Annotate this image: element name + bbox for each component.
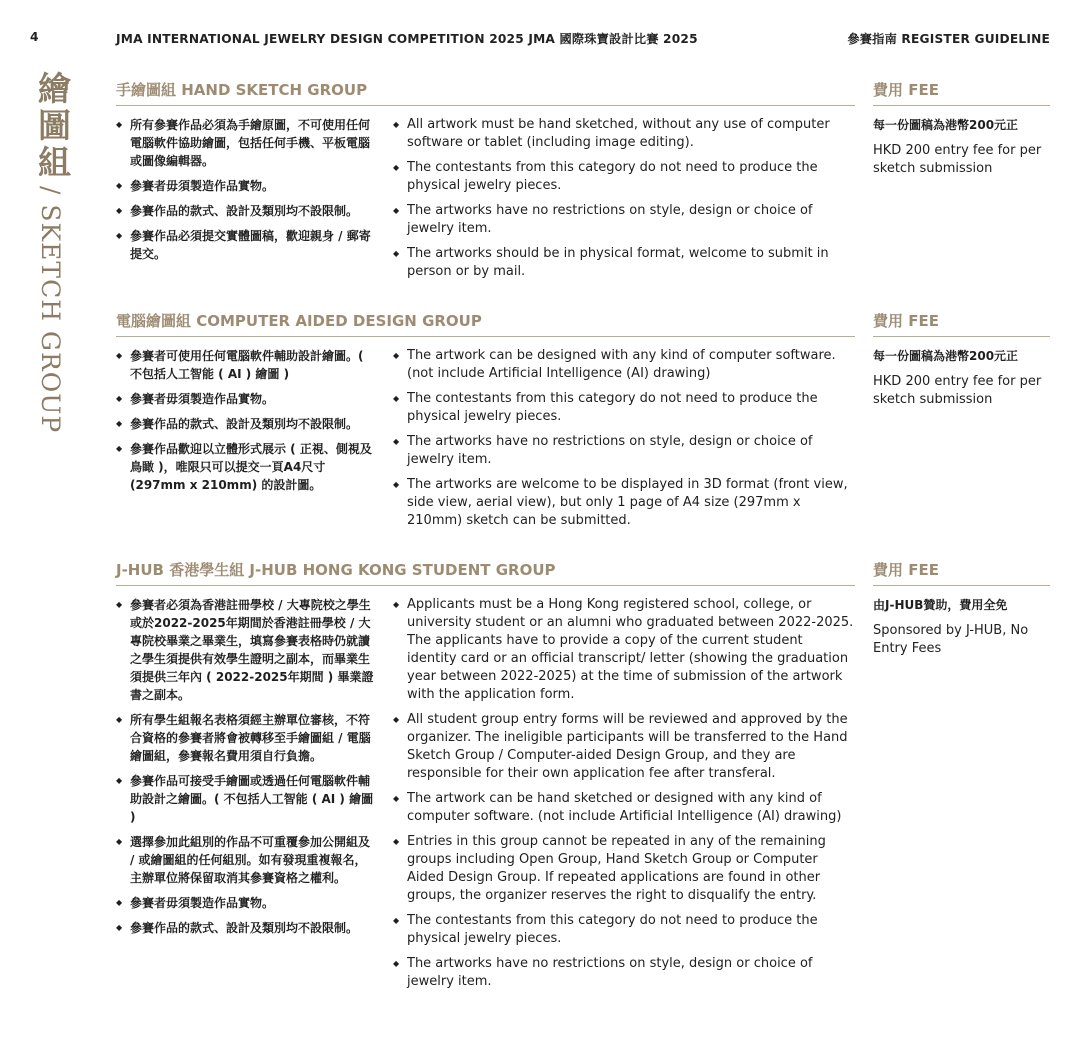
section-divider [116,585,855,586]
list-item: ◆ 參賽者毋須製造作品實物。 [116,894,378,912]
hand-sketch-rules-zh [116,116,378,270]
fee-divider [873,336,1050,337]
list-item: ◆ 參賽作品可接受手繪圖或透過任何電腦軟件輔助設計之繪圖。( 不包括人工智能 ( AI ) 繪圖 ) [116,772,378,826]
list-item: ◆ The artworks should be in physical format, welcome to submit in person or by mail. [393,245,855,281]
fee-title-cad: 費用 FEE [873,312,939,330]
section-title-cad: 電腦繪圖組 COMPUTER AIDED DESIGN GROUP [116,312,482,330]
jhub-fee [873,596,1050,658]
list-item: ◆ The contestants from this category do not need to produce the physical jewelry pieces. [393,390,855,426]
list-item: ◆ The artworks have no restrictions on style, design or choice of jewelry item. [393,955,855,991]
list-item: ◆ The artworks have no restrictions on style, design or choice of jewelry item. [393,433,855,469]
list-item: ◆ All student group entry forms will be reviewed and approved by the organizer. The ineligible participants will be transferred to the Hand Sketch Group / Computer-aided Design Group, and they are responsible for their own application fee after transferal. [393,711,855,783]
list-item: ◆ 參賽者必須為香港註冊學校 / 大專院校之學生或於2022-2025年期間於香港註冊學校 / 大專院校畢業之畢業生，填寫參賽表格時仍就讀之學生須提供有效學生證明之副本，而畢業生須提供三年內 ( 2022-2025年期間 ) 畢業證書之副本。 [116,596,378,704]
fee-en: Sponsored by J-HUB, No Entry Fees [873,623,1029,656]
list-item: ◆ 所有參賽作品必須為手繪原圖，不可使用任何電腦軟件協助繪圖，包括任何手機、平板電腦或圖像編輯器。 [116,116,378,170]
jhub-rules-zh [116,596,378,944]
fee-title-hand-sketch: 費用 FEE [873,81,939,99]
document-title: JMA INTERNATIONAL JEWELRY DESIGN COMPETITION 2025 JMA 國際珠寶設計比賽 2025 [116,32,698,46]
hand-sketch-rules-en [393,116,855,288]
fee-title-jhub: 費用 FEE [873,561,939,579]
fee-divider [873,105,1050,106]
hand-sketch-fee [873,116,1050,178]
fee-divider [873,585,1050,586]
jhub-rules-en [393,596,855,998]
list-item: ◆ The artworks have no restrictions on style, design or choice of jewelry item. [393,202,855,238]
list-item: ◆ 參賽者毋須製造作品實物。 [116,390,378,408]
fee-zh: 每一份圖稿為港幣200元正 [873,349,1019,363]
list-item: ◆ The artworks are welcome to be displayed in 3D format (front view, side view, aerial view), but only 1 page of A4 size (297mm x 210mm) sketch can be submitted. [393,476,855,530]
side-heading-latin: / SKETCH GROUP [36,186,65,434]
list-item: ◆ 參賽者可使用任何電腦軟件輔助設計繪圖。( 不包括人工智能 ( AI ) 繪圖 ) [116,347,378,383]
fee-en: HKD 200 entry fee for per sketch submission [873,374,1042,407]
list-item: ◆ 參賽作品歡迎以立體形式展示 ( 正視、側視及鳥瞰 )，唯限只可以提交一頁A4尺寸(297mm x 210mm) 的設計圖。 [116,440,378,494]
section-divider [116,105,855,106]
list-item: ◆ 參賽作品必須提交實體圖稿，歡迎親身 / 郵寄提交。 [116,227,378,263]
list-item: ◆ All artwork must be hand sketched, without any use of computer software or tablet (including image editing). [393,116,855,152]
list-item: ◆ The contestants from this category do not need to produce the physical jewelry pieces. [393,912,855,948]
register-guideline-label: 參賽指南 REGISTER GUIDELINE [847,32,1050,46]
list-item: ◆ Applicants must be a Hong Kong registered school, college, or university student or an alumni who graduated between 2022-2025. The applicants have to provide a copy of the current student identity card or an official transcript/ letter (showing the graduation year between 2022-2025) at the time of submission of the artwork with the application form. [393,596,855,704]
list-item: ◆ 參賽作品的款式、設計及類別均不設限制。 [116,202,378,220]
list-item: ◆ Entries in this group cannot be repeated in any of the remaining groups including Open Group, Hand Sketch Group or Computer Aided Design Group. If repeated applications are found in other groups, the organizer reserves the right to disqualify the entry. [393,833,855,905]
side-heading [28,69,71,434]
cad-rules-en [393,347,855,537]
section-divider [116,336,855,337]
side-heading-cjk: 繪圖組 [38,69,71,182]
list-item: ◆ 選擇參加此組別的作品不可重覆參加公開組及 / 或繪圖組的任何組別。如有發現重複報名，主辦單位將保留取消其參賽資格之權利。 [116,833,378,887]
page-number: 4 [30,30,39,44]
fee-zh: 每一份圖稿為港幣200元正 [873,118,1019,132]
cad-rules-zh [116,347,378,501]
list-item: ◆ The artwork can be hand sketched or designed with any kind of computer software. (not include Artificial Intelligence (AI) drawing) [393,790,855,826]
list-item: ◆ 參賽者毋須製造作品實物。 [116,177,378,195]
list-item: ◆ The artwork can be designed with any kind of computer software. (not include Artificial Intelligence (AI) drawing) [393,347,855,383]
section-title-jhub: J-HUB 香港學生組 J-HUB HONG KONG STUDENT GROUP [116,561,556,579]
cad-fee [873,347,1050,409]
list-item: ◆ 參賽作品的款式、設計及類別均不設限制。 [116,415,378,433]
list-item: ◆ 所有學生組報名表格須經主辦單位審核，不符合資格的參賽者將會被轉移至手繪圖組 / 電腦繪圖組，參賽報名費用須自行負擔。 [116,711,378,765]
list-item: ◆ The contestants from this category do not need to produce the physical jewelry pieces. [393,159,855,195]
fee-en: HKD 200 entry fee for per sketch submission [873,143,1042,176]
fee-zh: 由J-HUB贊助，費用全免 [873,598,1008,612]
section-title-hand-sketch: 手繪圖組 HAND SKETCH GROUP [116,81,368,99]
list-item: ◆ 參賽作品的款式、設計及類別均不設限制。 [116,919,378,937]
